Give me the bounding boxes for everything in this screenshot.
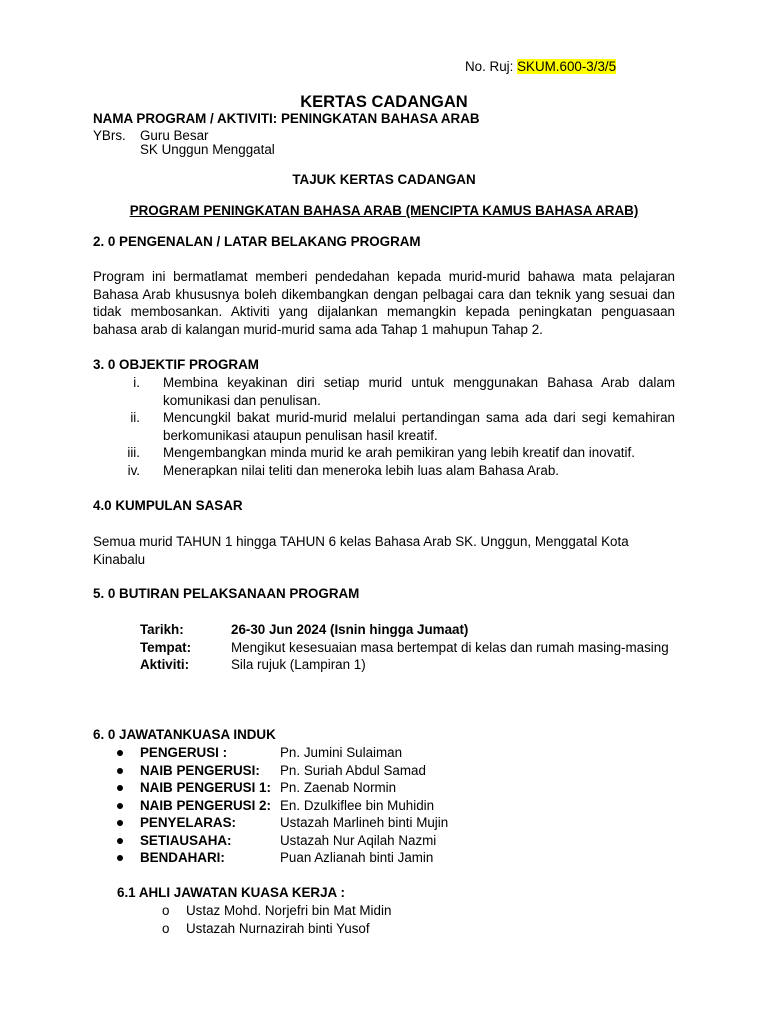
committee-member [93,832,448,850]
objective-item [93,374,675,409]
member-role: BENDAHARI: [140,850,225,865]
member-role: NAIB PENGERUSI 1: [140,780,271,795]
circle-bullet-icon: o [162,920,170,936]
tempat-label: Tempat: [140,639,192,655]
member-role: PENYELARAS: [140,815,236,830]
tempat-value: Mengikut kesesuaian masa bertempat di kelas dan rumah masing-masing [231,639,669,655]
member-role: SETIAUSAHA: [140,832,232,848]
committee-member [93,814,448,832]
objective-list [93,374,675,479]
bullet-icon [117,855,123,861]
committee-member [93,744,448,762]
circle-bullet-icon: o [162,903,170,918]
detail-row-aktiviti [140,656,675,674]
section-2-body: Program ini bermatlamat memberi pendedahan kepada murid-murid bahawa mata pelajaran Bahasa Arab khususnya boleh dikembangkan dengan pelbagai cara dan teknik yang sesuai dan tidak membosankan. Aktiviti yang dijalankan memangkin kepada peningkatan penguasaan bahasa arab di kalangan murid-murid sama ada Tahap 1 mahupun Tahap 2. [93,269,675,337]
section-2-heading: 2. 0 PENGENALAN / LATAR BELAKANG PROGRAM [93,234,421,249]
detail-row-tarikh [140,621,675,639]
objective-text: Membina keyakinan diri setiap murid untuk menggunakan Bahasa Arab dalam komunikasi dan penulisan. [163,375,675,408]
reference-number [465,58,616,76]
member-role: NAIB PENGERUSI 2: [140,797,271,813]
committee-member [93,797,448,815]
member-name: Ustazah Nurnazirah binti Yusof [186,920,370,936]
member-name: Ustazah Nur Aqilah Nazmi [280,832,437,848]
member-name: Ustazah Marlineh binti Mujin [280,815,449,830]
tarikh-label: Tarikh: [140,622,184,637]
working-committee-list [93,902,391,937]
bullet-icon [117,820,123,826]
objective-item [93,444,675,462]
bullet-icon [117,785,123,791]
objective-item [93,462,675,480]
bullet-icon [117,803,123,809]
objective-text: Mengembangkan minda murid ke arah pemikiran yang lebih kreatif dan inovatif. [163,445,635,460]
objective-number: i. [133,375,140,390]
member-name: Pn. Suriah Abdul Samad [280,762,426,778]
objective-text: Mencungkil bakat murid-murid melalui pertandingan sama ada dari segi kemahiran berkomunikasi ataupun penulisan hasil kreatif. [163,410,675,443]
section-3-heading: 3. 0 OBJEKTIF PROGRAM [93,357,259,372]
objective-number: ii. [130,410,140,425]
tarikh-value: 26-30 Jun 2024 (Isnin hingga Jumaat) [231,622,469,637]
objective-number: iv. [127,462,140,478]
objective-text: Menerapkan nilai teliti dan meneroka lebih luas alam Bahasa Arab. [163,462,560,478]
document-title: KERTAS CADANGAN [300,93,468,111]
implementation-details [140,621,675,674]
committee-list [93,744,448,867]
committee-member [93,762,448,780]
section-5-heading: 5. 0 BUTIRAN PELAKSANAAN PROGRAM [93,586,360,601]
heading-tajuk: TAJUK KERTAS CADANGAN [292,172,476,187]
working-committee-member [93,920,391,938]
committee-member [93,849,448,867]
aktiviti-value: Sila rujuk (Lampiran 1) [231,657,366,672]
member-name: Ustaz Mohd. Norjefri bin Mat Midin [186,903,392,918]
addressee-line2: SK Unggun Menggatal [140,142,275,157]
section-4-heading: 4.0 KUMPULAN SASAR [93,498,243,513]
member-role: NAIB PENGERUSI: [140,762,260,778]
working-committee-member [93,902,391,920]
program-name: NAMA PROGRAM / AKTIVITI: PENINGKATAN BAHASA ARAB [93,111,480,126]
bullet-icon [117,768,123,774]
bullet-icon [117,750,123,756]
section-4-body: Semua murid TAHUN 1 hingga TAHUN 6 kelas Bahasa Arab SK. Unggun, Menggatal Kota Kinabalu [93,534,629,567]
aktiviti-label: Aktiviti: [140,657,190,672]
heading-program-title: PROGRAM PENINGKATAN BAHASA ARAB (MENCIPTA KAMUS BAHASA ARAB) [129,203,639,218]
member-name: Pn. Jumini Sulaiman [280,745,403,760]
objective-number: iii. [127,445,140,460]
detail-row-tempat [140,639,675,657]
section-6-1-heading: 6.1 AHLI JAWATAN KUASA KERJA : [117,885,345,900]
section-6-heading: 6. 0 JAWATANKUASA INDUK [93,727,276,742]
reference-value: SKUM.600-3/3/5 [517,59,617,74]
member-role: PENGERUSI : [140,745,228,760]
member-name: En. Dzulkiflee bin Muhidin [280,797,435,813]
committee-member [93,779,448,797]
member-name: Pn. Zaenab Normin [280,780,397,795]
bullet-icon [117,838,123,844]
addressee-prefix: YBrs. [93,128,126,143]
objective-item [93,409,675,444]
member-name: Puan Azlianah binti Jamin [280,850,434,865]
reference-label: No. Ruj: [465,59,518,74]
addressee-line1: Guru Besar [140,128,209,143]
